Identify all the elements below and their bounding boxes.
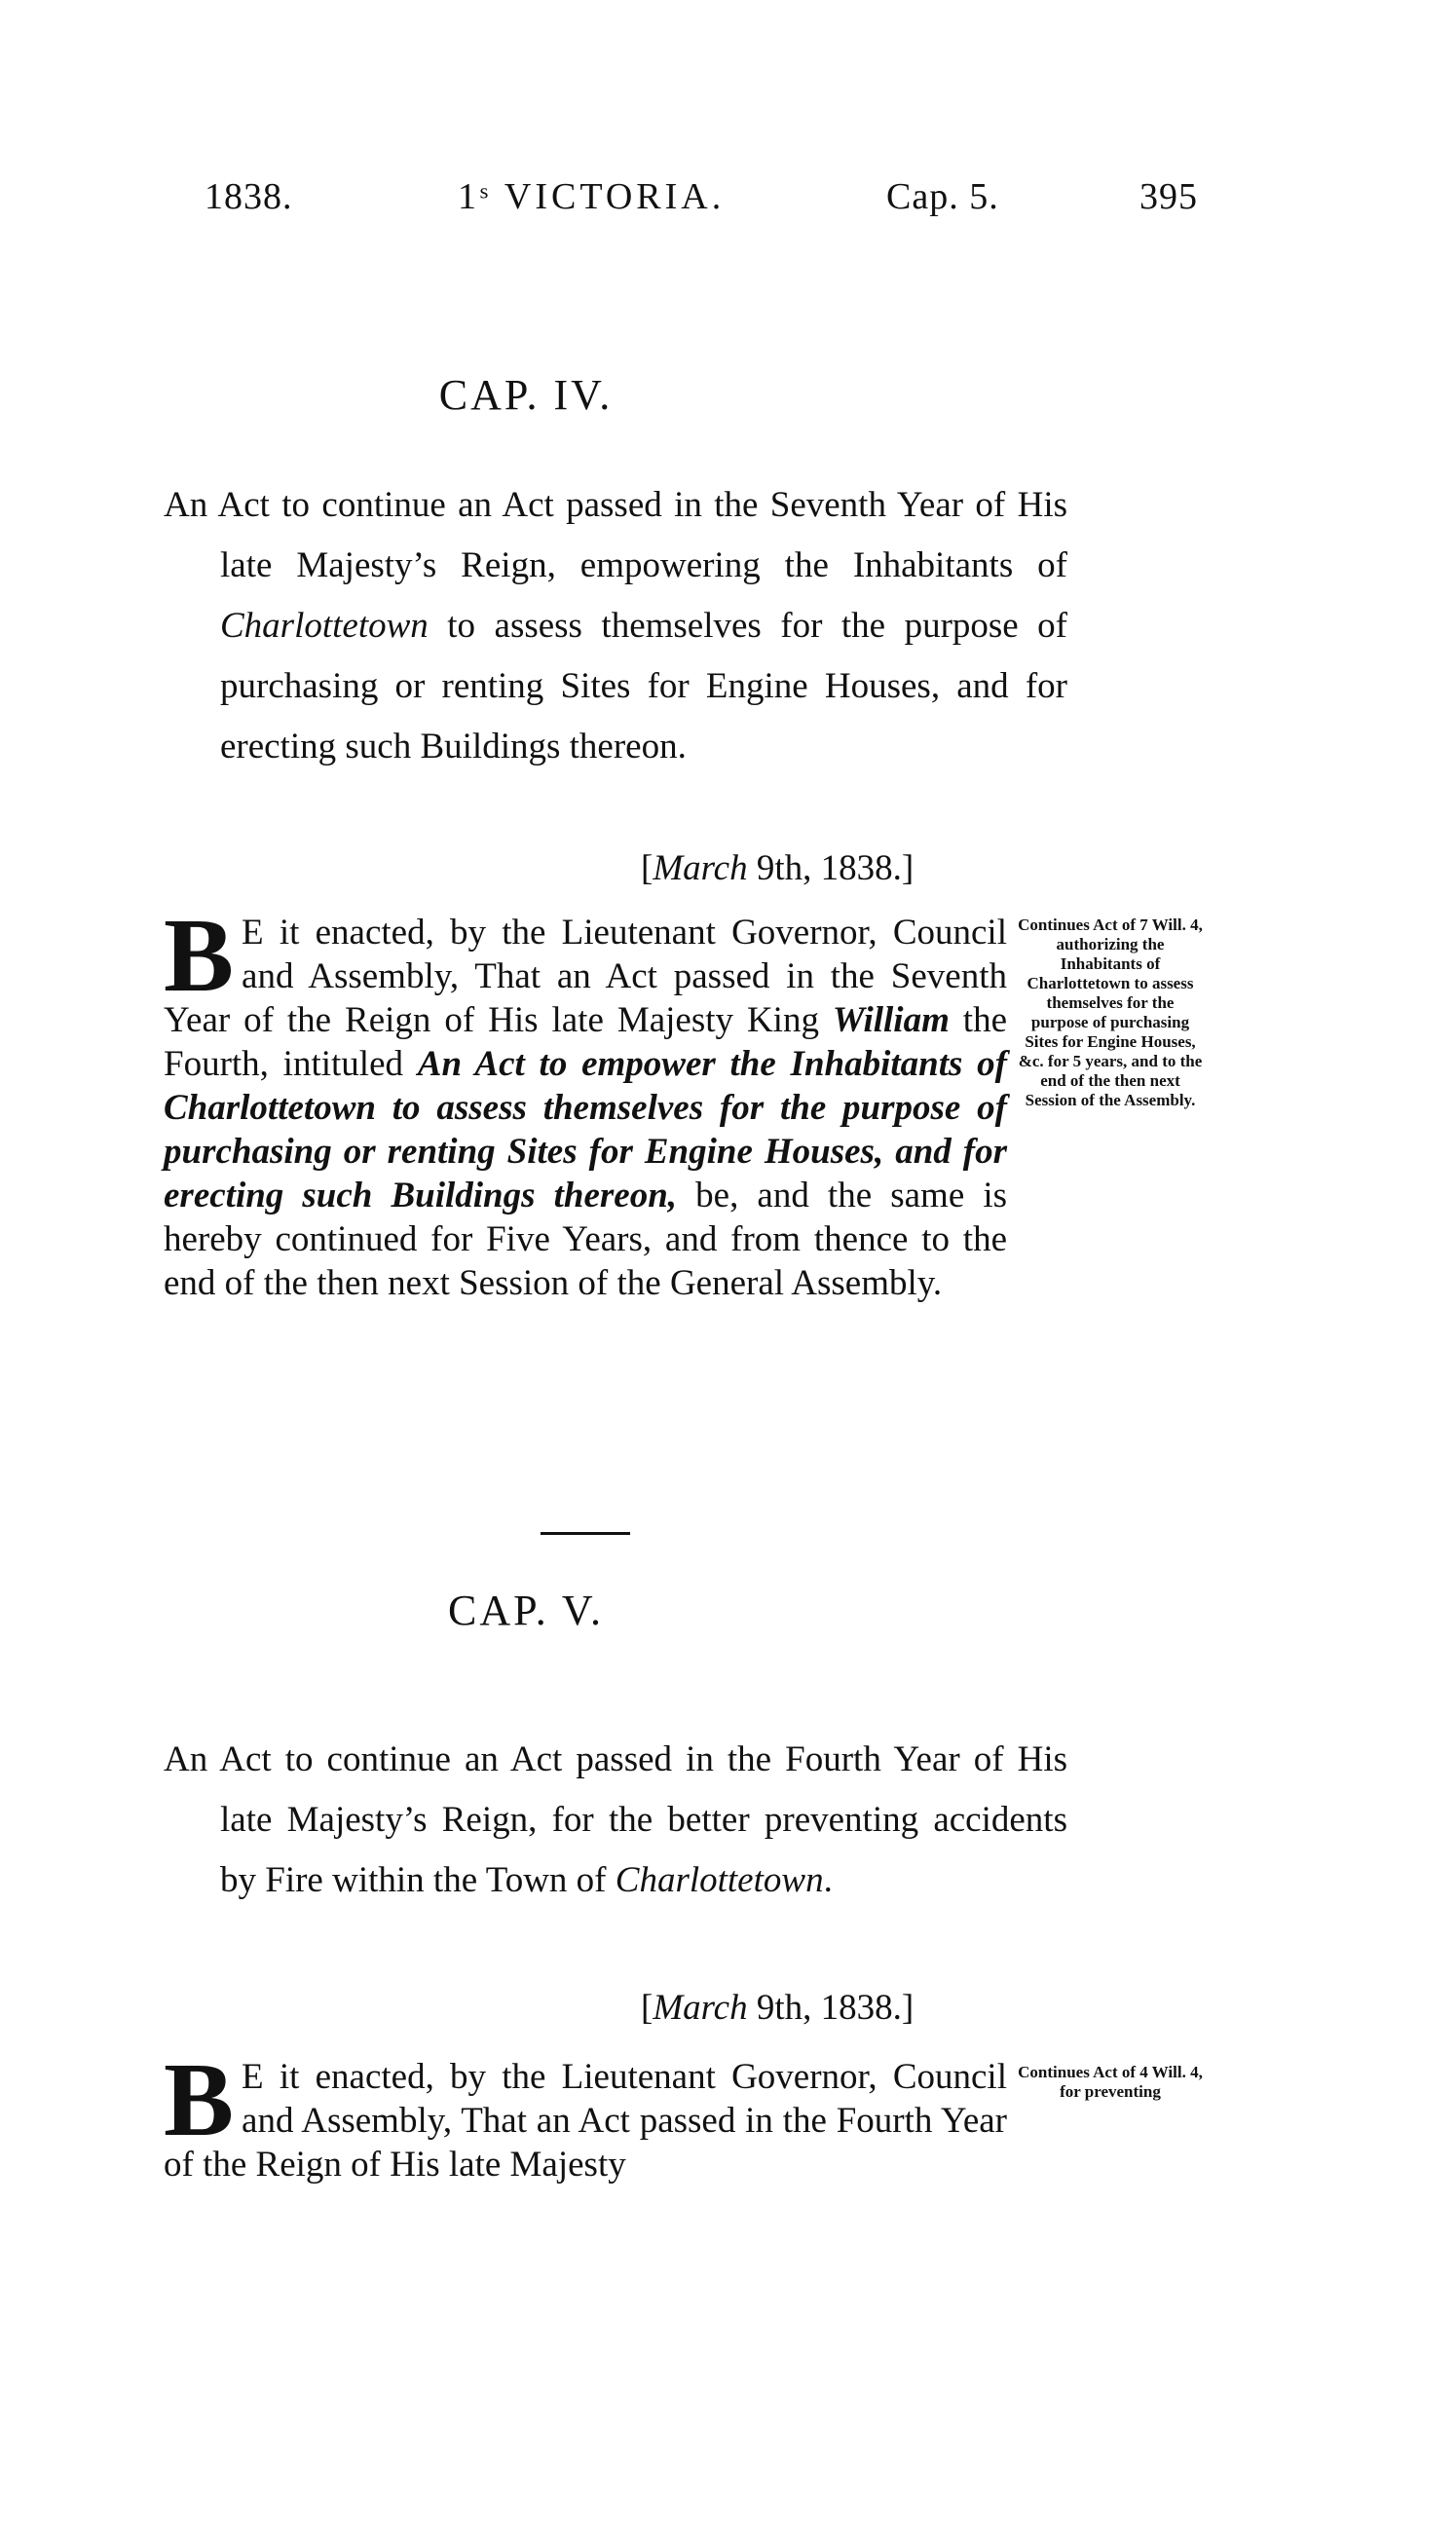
cap4-dropcap: B	[164, 898, 235, 1014]
cap5-title-part2: .	[823, 1860, 833, 1900]
cap4-enact-king: William	[832, 1000, 950, 1040]
cap4-enact-part2: the Fourth, intituled	[164, 1000, 1008, 1084]
cap5-enact-text: E it enacted, by the Lieutenant Governor, Council and Assembly, That an Act passed in the Fourth Year of the Reign of His late Majesty	[164, 2057, 1007, 2185]
cap4-title-part2: to assess themselves for the purpose of purchasing or renting Sites for Engine Houses, and for erecting such Buildings thereon.	[220, 606, 1067, 766]
cap4-heading: CAP. IV.	[438, 371, 614, 419]
cap4-enact-part3: be, and the same is hereby continued for Five Years, and from thence to the end of the then next Session of the General Assembly.	[164, 1176, 1008, 1303]
page-number: 395	[1139, 176, 1198, 217]
cap5-title-place: Charlottetown	[615, 1860, 824, 1900]
cap4-date-month: March	[653, 848, 748, 888]
cap4-title-part1: An Act to continue an Act passed in the Seventh Year of His late Majesty’s Reign, empowering the Inhabitants of	[164, 485, 1067, 585]
cap4-title	[164, 475, 1067, 777]
cap4-title-place: Charlottetown	[220, 606, 429, 646]
running-header	[205, 175, 1198, 234]
cap5-enacting-clause	[164, 2042, 1007, 2186]
cap5-date	[641, 1987, 914, 2029]
header-year: 1838.	[205, 176, 293, 217]
cap5-date-rest: 9th, 1838.]	[747, 1988, 915, 2028]
header-chapter: Cap. 5.	[886, 176, 999, 217]
cap5-dropcap: B	[164, 2042, 235, 2158]
cap4-enact-part1: E it enacted, by the Lieutenant Governor, Council and Assembly, That an Act passed in the Seventh Year of the Reign of His late Majesty King	[164, 913, 1007, 1040]
section-divider	[541, 1532, 630, 1535]
cap5-title-part1: An Act to continue an Act passed in the Fourth Year of His late Majesty’s Reign, for the better preventing accidents by Fire within the Town of	[164, 1739, 1067, 1900]
cap5-marginal-note: Continues Act of 4 Will. 4, for preventing	[1018, 2063, 1203, 2101]
cap5-date-open: [	[641, 1988, 653, 2028]
cap4-enacting-clause	[164, 898, 1008, 1305]
cap4-date	[641, 847, 914, 889]
cap5-date-month: March	[653, 1988, 748, 2028]
header-reign: 1ˢ VICTORIA.	[458, 176, 726, 217]
cap5-title	[164, 1730, 1067, 1911]
cap4-enact-act-title: An Act to empower the Inhabitants of Charlottetown to assess themselves for the purpose of purchasing or renting Sites for Engine Houses, and for erecting such Buildings thereon,	[164, 1044, 1008, 1215]
cap4-date-rest: 9th, 1838.]	[747, 848, 915, 888]
cap5-heading: CAP. V.	[447, 1587, 605, 1634]
cap4-date-open: [	[641, 848, 653, 888]
cap4-marginal-note: Continues Act of 7 Will. 4, authorizing the Inhabitants of Charlottetown to assess themselves for the purpose of purchasing Sites for Engine Houses, &c. for 5 years, and to the end of the then next Session of the Assembly.	[1018, 916, 1203, 1109]
